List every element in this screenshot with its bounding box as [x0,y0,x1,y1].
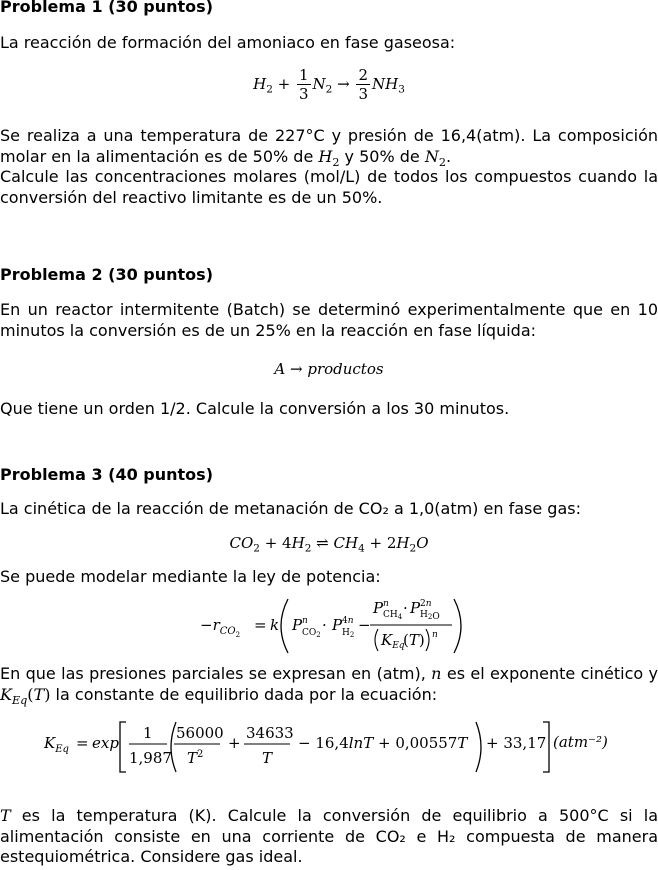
svg-text:KEq: $K_{Eq}$ [44,734,69,755]
svg-text:− 16,4lnT + 0,00557T: − 16,4lnT + 0,00557T [298,734,468,752]
svg-text:P: P [410,599,421,617]
svg-text:T: T [262,749,273,767]
svg-text:(T): (T) [403,631,425,649]
methanation-reaction-equation: $CO_2 + 4H_2$ ⇌ $CH_4 + 2H_2O$ [229,534,429,555]
svg-text:·: · [403,599,408,617]
svg-text:CO2: $CO_2$ [302,628,321,639]
svg-text:T2: $T^2$ [187,749,204,767]
svg-text:CH4: $CH_4$ [383,610,403,621]
problem-2-title: Problema 2 (30 puntos) [0,265,213,284]
svg-text:H2: $H_2$ [342,628,355,639]
svg-text:·: · [322,616,327,634]
svg-text:P: P [332,616,343,634]
problem-3-question: T es la temperatura (K). Calcule la conversión de equilibrio a 500°C si la alimentación consiste en una corriente de CO₂ e H₂ compuesta de manera estequiométrica. Considere gas ideal. [0,806,658,867]
svg-text:1,987: 1,987 [129,749,172,767]
svg-text:P: P [373,599,384,617]
svg-text:4n: 4n [342,616,354,626]
svg-text:1: 1 [143,724,153,742]
ammonia-reaction-equation: $H_2$ + $\frac{1}{3}$ $N_2$ → $\frac{2}{3}$ $NH_3$ [253,66,405,103]
keq-units: (atm⁻²) [553,733,608,751]
svg-text:H2O: $H_2O$ [420,610,440,622]
svg-text:=: = [76,734,89,752]
svg-text:34633: 34633 [246,724,294,742]
svg-text:56000: 56000 [176,724,224,742]
problem-2-question: Que tiene un orden 1/2. Calcule la conversión a los 30 minutos. [0,399,510,418]
problem-2-intro: En un reactor intermitente (Batch) se determinó experimentalmente que en 10 minutos la conversión es de un 25% en la reacción en fase líquida: [0,300,658,340]
problem-3-model-text: Se puede modelar mediante la ley de potencia: [0,567,381,586]
svg-text:n: n [432,630,438,640]
problem-3-intro: La cinética de la reacción de metanación de CO₂ a 1,0(atm) en fase gas: [0,499,581,518]
svg-text:+: + [228,734,241,752]
svg-text:n: n [383,599,389,609]
problem-1-intro: La reacción de formación del amoniaco en fase gaseosa: [0,33,456,52]
svg-text:k: k [270,616,280,634]
problem-3-explanation: En que las presiones parciales se expresan en (atm), n es el exponente cinético y $K_{Eq}(T)$ la constante de equilibrio dada por la ecuación: [0,664,658,707]
batch-reaction-equation: A → productos [274,360,384,378]
svg-text:2n: 2n [420,599,432,609]
svg-text:P: P [292,616,303,634]
svg-text:n: n [302,616,308,626]
svg-text:exp: exp [92,734,119,752]
svg-text:KEq: $K_{Eq}$ [381,631,405,651]
keq-equation [40,716,620,774]
svg-text:−: − [358,616,371,634]
svg-text:=: = [254,616,267,634]
problem-1-conditions: Se realiza a una temperatura de 227°C y presión de 16,4(atm). La composición molar en la alimentación es de 50% de $H_2$ y 50% de $N_2$. Calcule las concentraciones molares (mol/L) de todos los compuestos cuando la conversión del reactivo limitante es de un 50%. [0,126,658,207]
svg-text:−rCO2: $-r_{CO2}$ [200,616,241,639]
svg-text:+ 33,17: + 33,17 [486,734,547,752]
problem-1-title: Problema 1 (30 puntos) [0,0,213,16]
problem-3-title: Problema 3 (40 puntos) [0,465,213,484]
rate-law-equation [196,595,466,657]
